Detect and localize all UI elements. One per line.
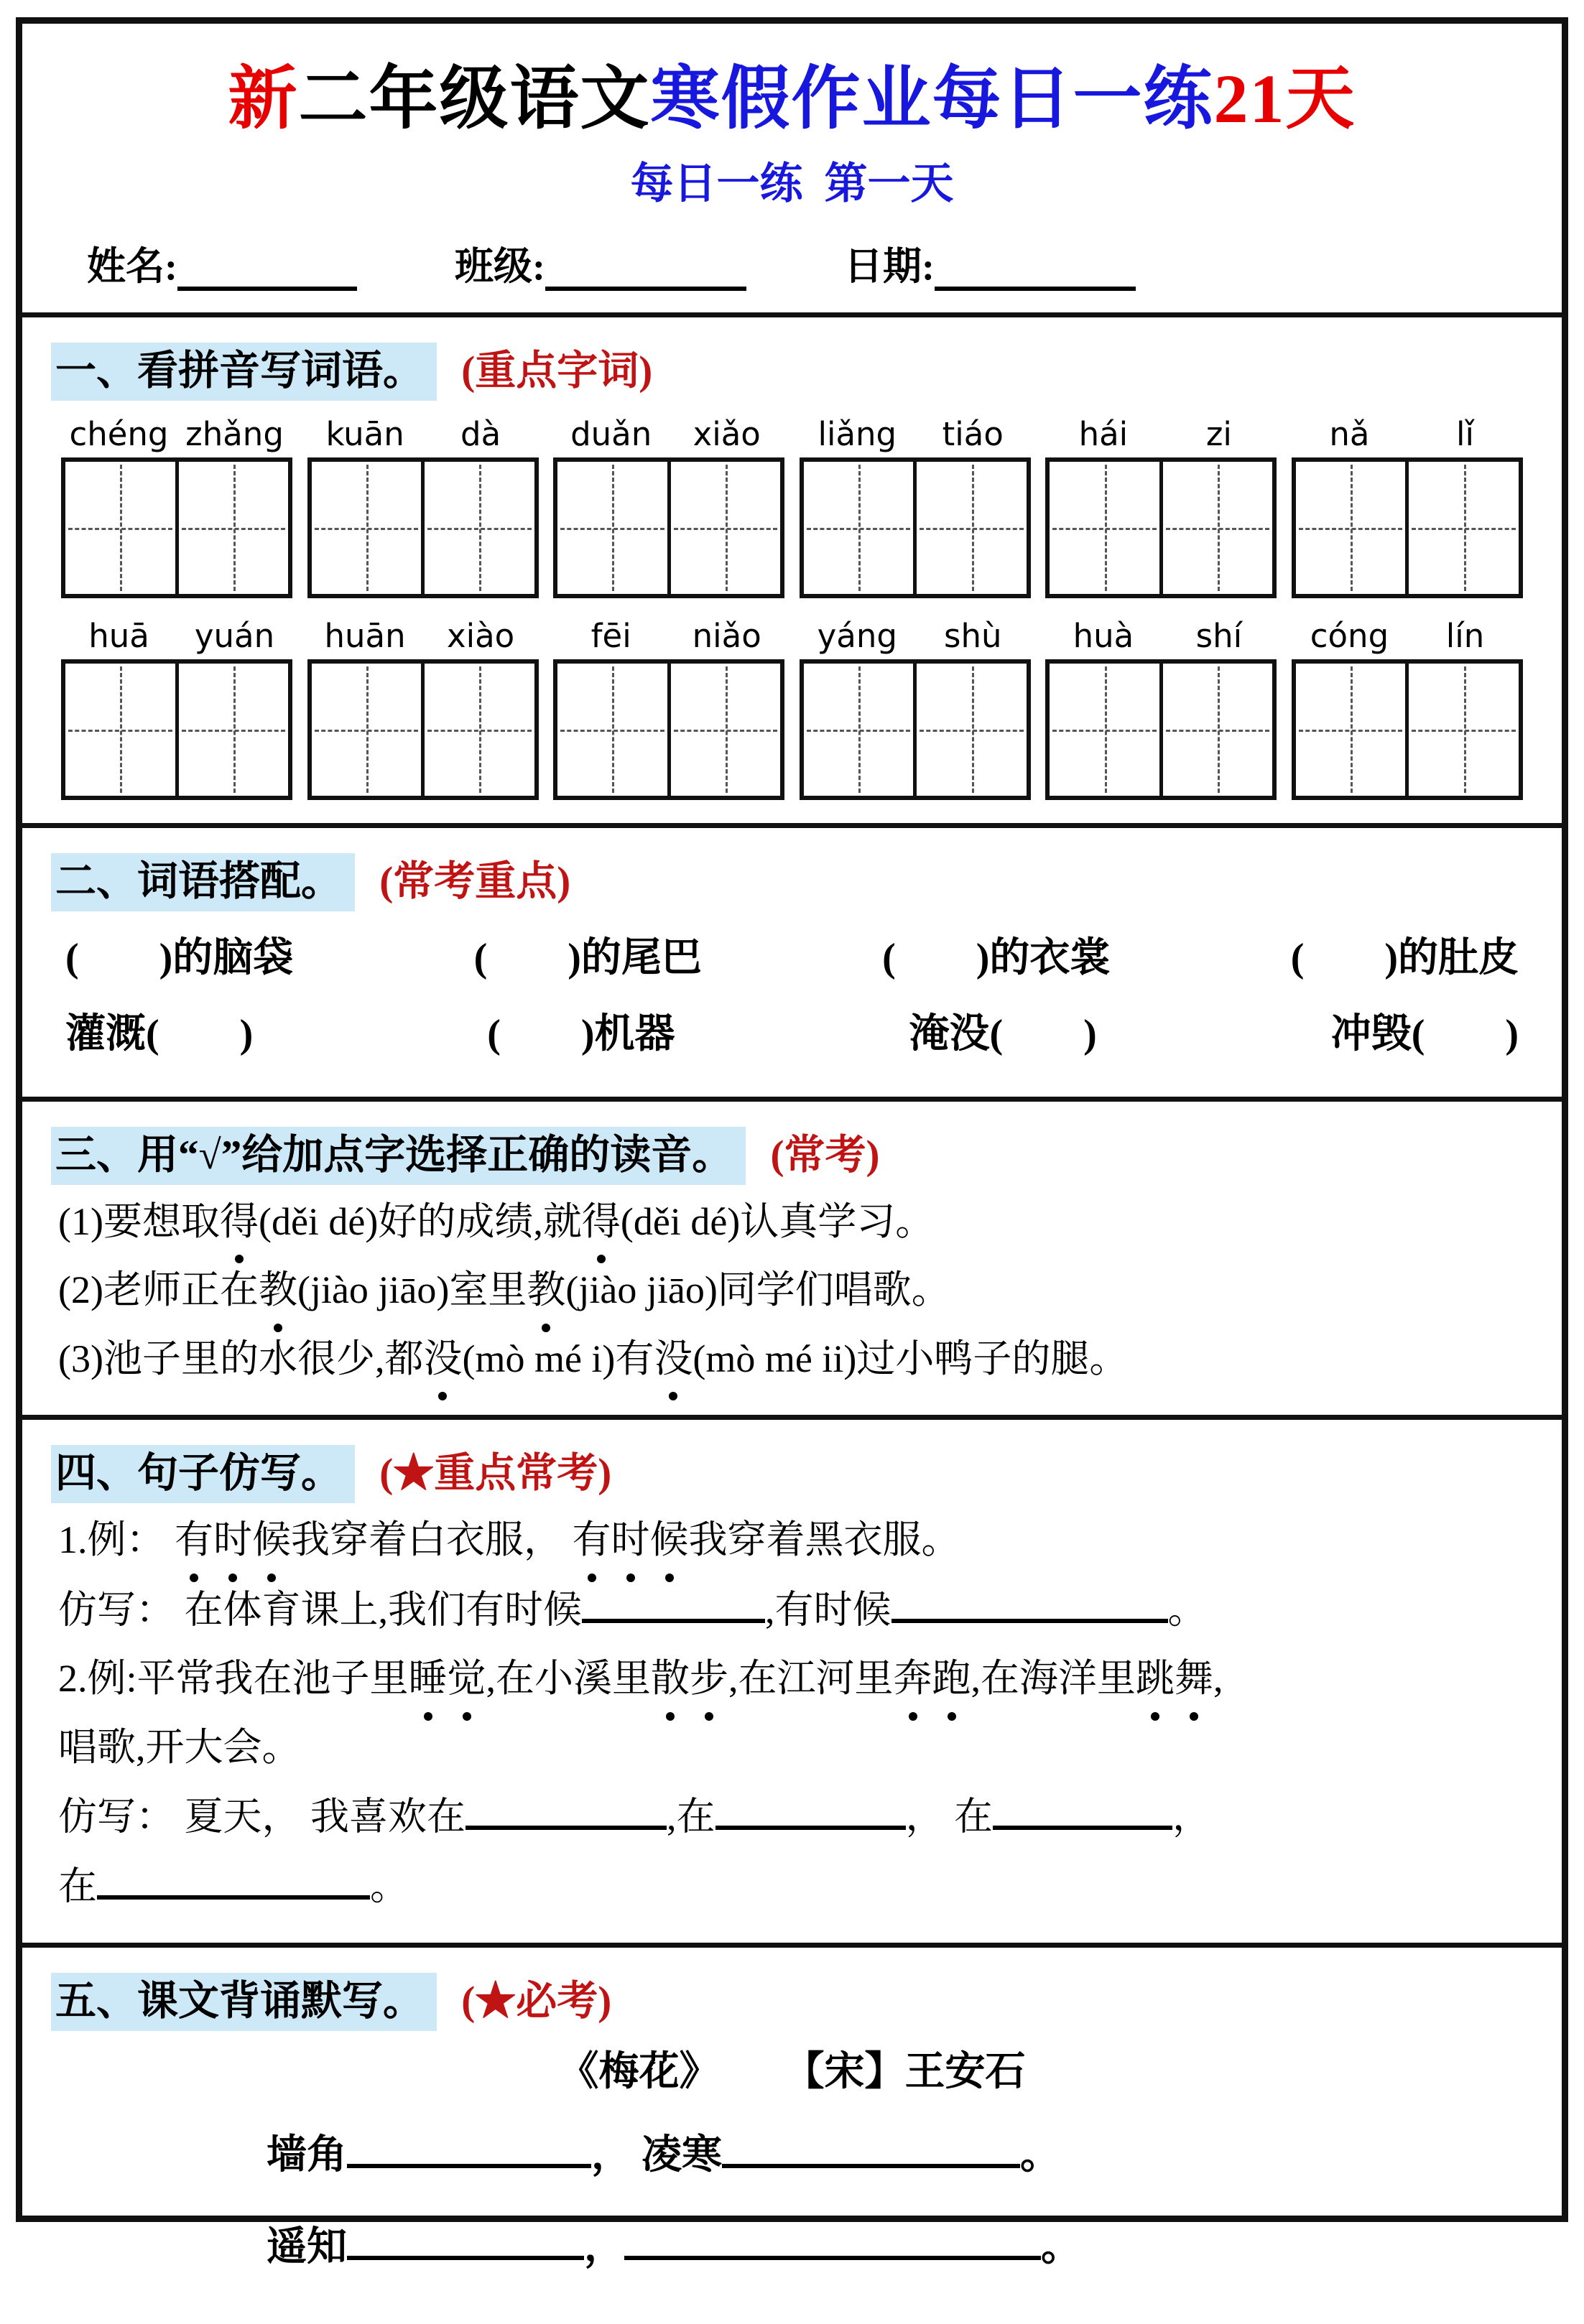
- example-sentence-1: [58, 1509, 1526, 1571]
- dotted-character: 候: [252, 1509, 291, 1571]
- text-segment: (mò mé ii)过小鸭子的腿。: [693, 1337, 1129, 1380]
- match-item[interactable]: ( )机器: [487, 1012, 675, 1056]
- text-segment: (děi dé)认真学习。: [620, 1200, 935, 1243]
- text-segment: (děi dé)好的成绩,就: [258, 1200, 582, 1243]
- writing-box-cell[interactable]: [175, 664, 289, 796]
- text-segment: ,在小溪里: [486, 1657, 652, 1701]
- writing-box-row-1: [61, 457, 1523, 598]
- text-segment: 仿写： 在体育课上,我们有时候: [58, 1588, 582, 1632]
- writing-box-cell[interactable]: [557, 664, 667, 796]
- writing-box-cell[interactable]: [1050, 664, 1159, 796]
- match-item[interactable]: ( )的脑袋: [65, 936, 294, 980]
- blank-field[interactable]: [891, 1578, 1168, 1623]
- section-1-heading-text: 一、看拼音写词语。: [51, 343, 437, 401]
- pinyin-syllable: lǐ: [1455, 415, 1474, 453]
- section-3-tag: (常考): [770, 1133, 880, 1178]
- dotted-character: 睡: [409, 1647, 448, 1710]
- text-segment: ， 凌寒: [591, 2133, 722, 2178]
- section-divider: [22, 823, 1562, 828]
- name-label: 姓名:: [87, 245, 177, 288]
- class-field-group: [455, 236, 746, 291]
- blank-field[interactable]: [993, 1785, 1172, 1830]
- dotted-character: 步: [690, 1647, 728, 1710]
- pinyin-word: [553, 617, 784, 655]
- name-input-blank[interactable]: [177, 246, 357, 291]
- section-4-heading: [51, 1440, 1533, 1499]
- pinyin-syllable: xiào: [446, 617, 515, 655]
- name-field-group: [87, 236, 357, 291]
- text-segment: (mò mé i)有: [462, 1337, 654, 1380]
- writing-box-group: [800, 457, 1031, 598]
- writing-box-cell[interactable]: [667, 462, 781, 594]
- poem-line-1: [267, 2121, 1533, 2180]
- section-4-heading-text: 四、句子仿写。: [51, 1445, 355, 1503]
- pinyin-row-1: [61, 415, 1523, 453]
- dotted-character: 得: [582, 1191, 621, 1253]
- writing-box-group: [1045, 457, 1277, 598]
- writing-box-cell[interactable]: [1296, 462, 1406, 594]
- pronunciation-item-2[interactable]: [58, 1259, 1526, 1321]
- pinyin-syllable: zhǎng: [185, 415, 284, 453]
- text-segment: ,在江河里: [728, 1657, 894, 1701]
- dotted-character: 有: [573, 1509, 611, 1571]
- text-segment: ,在海洋里: [971, 1657, 1136, 1701]
- pinyin-syllable: liǎng: [818, 415, 897, 453]
- dotted-character: 散: [651, 1647, 690, 1710]
- imitation-line-2-cont: [58, 1854, 1526, 1918]
- pinyin-syllable: huān: [324, 617, 406, 655]
- text-segment: 。: [1041, 2224, 1081, 2269]
- writing-box-group: [61, 457, 292, 598]
- writing-box-cell[interactable]: [913, 664, 1027, 796]
- section-3-pronunciation: [22, 1102, 1562, 1415]
- text-segment: ,: [1213, 1657, 1223, 1701]
- dotted-character: 时: [213, 1509, 252, 1571]
- dotted-character: 奔: [894, 1647, 932, 1710]
- writing-box-cell[interactable]: [1296, 664, 1406, 796]
- blank-field[interactable]: [466, 1785, 667, 1830]
- match-item[interactable]: ( )的衣裳: [882, 936, 1111, 980]
- pronunciation-item-1[interactable]: [58, 1191, 1526, 1253]
- pinyin-word: [1045, 415, 1277, 453]
- pinyin-word: [553, 415, 784, 453]
- blank-field[interactable]: [715, 1785, 906, 1830]
- pinyin-word: [1292, 617, 1523, 655]
- pinyin-word: [800, 617, 1031, 655]
- text-segment: 。: [1020, 2133, 1060, 2178]
- poem-author: 【宋】王安石: [784, 2050, 1026, 2095]
- pinyin-syllable: huà: [1073, 617, 1134, 655]
- writing-box-group: [61, 659, 292, 800]
- text-segment: (3)池子里的水很少,都: [58, 1337, 424, 1380]
- writing-box-row-2: [61, 659, 1523, 800]
- pronunciation-item-3[interactable]: [58, 1328, 1526, 1390]
- pinyin-syllable: niǎo: [692, 617, 761, 655]
- dotted-character: 没: [654, 1328, 693, 1390]
- dotted-character: 教: [527, 1259, 565, 1321]
- pinyin-syllable: dà: [460, 415, 501, 453]
- date-input-blank[interactable]: [935, 246, 1136, 291]
- dotted-character: 有: [175, 1509, 213, 1571]
- writing-box-cell[interactable]: [1405, 664, 1519, 796]
- title-part-days: 21天: [1213, 60, 1356, 137]
- dotted-character: 得: [220, 1191, 259, 1253]
- pinyin-syllable: zi: [1205, 415, 1232, 453]
- date-field-group: [844, 236, 1136, 291]
- dotted-character: 没: [423, 1328, 462, 1390]
- blank-field[interactable]: [347, 2213, 584, 2260]
- section-4-tag: (★重点常考): [379, 1451, 612, 1497]
- writing-box-cell[interactable]: [913, 462, 1027, 594]
- imitation-line-2: [58, 1785, 1526, 1849]
- writing-box-cell[interactable]: [1159, 664, 1273, 796]
- writing-box-cell[interactable]: [1405, 462, 1519, 594]
- pinyin-word: [1045, 617, 1277, 655]
- pinyin-syllable: kuān: [325, 415, 404, 453]
- section-5-tag: (★必考): [461, 1979, 612, 2025]
- match-item[interactable]: 淹没( ): [909, 1012, 1097, 1056]
- writing-box-cell[interactable]: [421, 462, 534, 594]
- section-1-pinyin-writing: [22, 317, 1562, 823]
- page-title: [22, 44, 1562, 142]
- writing-box-group: [1292, 659, 1523, 800]
- blank-field[interactable]: [582, 1578, 765, 1623]
- section-1-heading: [51, 338, 1533, 396]
- pinyin-word: [800, 415, 1031, 453]
- section-2-word-matching: [22, 828, 1562, 1097]
- text-segment: (1)要想取: [58, 1200, 220, 1243]
- writing-box-group: [1045, 659, 1277, 800]
- pinyin-word: [61, 617, 292, 655]
- text-segment: (2)老师正在: [58, 1268, 259, 1312]
- pinyin-syllable: chéng: [69, 415, 169, 453]
- writing-box-group: [553, 457, 784, 598]
- section-3-heading-text: 三、用“√”给加点字选择正确的读音。: [51, 1127, 746, 1185]
- writing-box-group: [553, 659, 784, 800]
- pinyin-syllable: hái: [1078, 415, 1129, 453]
- pinyin-syllable: lín: [1445, 617, 1485, 655]
- text-segment: 唱歌,开大会。: [58, 1725, 301, 1769]
- pinyin-syllable: yuán: [194, 617, 275, 655]
- pinyin-syllable: tiáo: [942, 415, 1004, 453]
- subtitle-day-one: 每日一练 第一天: [630, 160, 954, 208]
- writing-box-cell[interactable]: [175, 462, 289, 594]
- pinyin-syllable: fēi: [590, 617, 631, 655]
- text-segment: 。: [1167, 1588, 1207, 1632]
- matching-row-1: [65, 926, 1519, 983]
- match-item[interactable]: 冲毁( ): [1330, 1012, 1519, 1056]
- title-part-grade: 二年级语文: [298, 60, 651, 137]
- dotted-character: 候: [650, 1509, 689, 1571]
- class-input-blank[interactable]: [545, 246, 746, 291]
- pinyin-syllable: duǎn: [570, 415, 652, 453]
- section-2-tag: (常考重点): [379, 859, 571, 904]
- writing-box-group: [307, 659, 539, 800]
- section-5-heading: [51, 1968, 1533, 2027]
- title-part-homework: 寒假作业每日一练: [650, 60, 1214, 137]
- matching-row-2: [65, 1002, 1519, 1059]
- section-3-heading: [51, 1122, 1533, 1181]
- imitation-line-1: [58, 1578, 1526, 1642]
- writing-box-cell[interactable]: [421, 664, 534, 796]
- writing-box-cell[interactable]: [1050, 462, 1159, 594]
- text-segment: 遥知: [267, 2224, 347, 2269]
- example-sentence-2-cont: [58, 1716, 1526, 1779]
- writing-box-group: [307, 457, 539, 598]
- text-segment: 仿写： 夏天， 我喜欢在: [58, 1795, 466, 1839]
- dotted-character: 觉: [448, 1647, 486, 1710]
- writing-box-cell[interactable]: [804, 462, 914, 594]
- dotted-character: 教: [259, 1259, 297, 1321]
- section-5-heading-text: 五、课文背诵默写。: [51, 1973, 437, 2031]
- title-part-new: 新: [228, 60, 299, 137]
- blank-field[interactable]: [722, 2121, 1020, 2168]
- class-label: 班级:: [454, 245, 545, 288]
- writing-box-group: [800, 659, 1031, 800]
- text-segment: 我穿着黑衣服。: [688, 1518, 960, 1562]
- blank-field[interactable]: [624, 2213, 1041, 2260]
- section-divider: [22, 1097, 1562, 1102]
- writing-box-cell[interactable]: [804, 664, 914, 796]
- match-item[interactable]: ( )的肚皮: [1290, 936, 1519, 980]
- pinyin-word: [307, 617, 539, 655]
- poem-title: 《梅花》: [558, 2050, 720, 2095]
- pinyin-syllable: cóng: [1310, 617, 1389, 655]
- text-segment: 。: [370, 1864, 409, 1908]
- pinyin-syllable: xiǎo: [693, 415, 761, 453]
- blank-field[interactable]: [97, 1854, 370, 1900]
- text-segment: (jiào jiāo)同学们唱歌。: [565, 1268, 950, 1312]
- pinyin-syllable: huā: [88, 617, 149, 655]
- section-2-heading-text: 二、词语搭配。: [51, 853, 355, 911]
- dotted-character: 舞: [1175, 1647, 1213, 1710]
- section-5-recitation: [22, 1948, 1562, 2324]
- text-segment: ,在: [667, 1795, 715, 1839]
- pinyin-syllable: yáng: [817, 617, 897, 655]
- writing-box-cell[interactable]: [65, 664, 175, 796]
- text-segment: ， 在: [905, 1795, 993, 1839]
- writing-box-cell[interactable]: [65, 462, 175, 594]
- section-divider: [22, 312, 1562, 317]
- text-segment: ，: [1172, 1795, 1211, 1839]
- text-segment: 1.例：: [58, 1518, 175, 1562]
- writing-box-cell[interactable]: [557, 462, 667, 594]
- text-segment: 我穿着白衣服，: [291, 1518, 573, 1562]
- dotted-character: 跳: [1136, 1647, 1175, 1710]
- writing-box-group: [1292, 457, 1523, 598]
- pinyin-word: [307, 415, 539, 453]
- writing-box-cell[interactable]: [312, 462, 422, 594]
- dotted-character: 跑: [932, 1647, 971, 1710]
- dotted-character: 时: [611, 1509, 650, 1571]
- pinyin-syllable: nǎ: [1329, 415, 1370, 453]
- pinyin-word: [61, 415, 292, 453]
- poem-title-line: [51, 2040, 1533, 2097]
- writing-box-cell[interactable]: [667, 664, 781, 796]
- pinyin-word: [1292, 415, 1523, 453]
- date-label: 日期:: [843, 245, 935, 288]
- text-segment: 墙角: [267, 2133, 347, 2178]
- blank-field[interactable]: [347, 2121, 591, 2168]
- pinyin-syllable: shí: [1195, 617, 1243, 655]
- poem-line-2: [267, 2213, 1533, 2272]
- writing-box-cell[interactable]: [1159, 462, 1273, 594]
- match-item[interactable]: 灌溉( ): [65, 1012, 254, 1056]
- text-segment: ，: [584, 2224, 624, 2269]
- section-divider: [22, 1415, 1562, 1420]
- section-2-heading: [51, 848, 1533, 907]
- example-sentence-2: [58, 1647, 1526, 1710]
- page-border: [16, 17, 1568, 2269]
- match-item[interactable]: ( )的尾巴: [473, 936, 702, 980]
- text-segment: ,有时候: [765, 1588, 891, 1632]
- section-divider: [22, 1943, 1562, 1948]
- writing-box-cell[interactable]: [312, 664, 422, 796]
- pinyin-row-2: [61, 617, 1523, 655]
- text-segment: (jiào jiāo)室里: [297, 1268, 527, 1312]
- section-4-sentence-imitation: [22, 1420, 1562, 1943]
- text-segment: 在: [58, 1864, 97, 1908]
- pinyin-syllable: shù: [944, 617, 1002, 655]
- text-segment: 2.例:平常我在池子里: [58, 1657, 409, 1701]
- section-1-tag: (重点字词): [461, 348, 653, 394]
- student-info-row: [87, 236, 1497, 291]
